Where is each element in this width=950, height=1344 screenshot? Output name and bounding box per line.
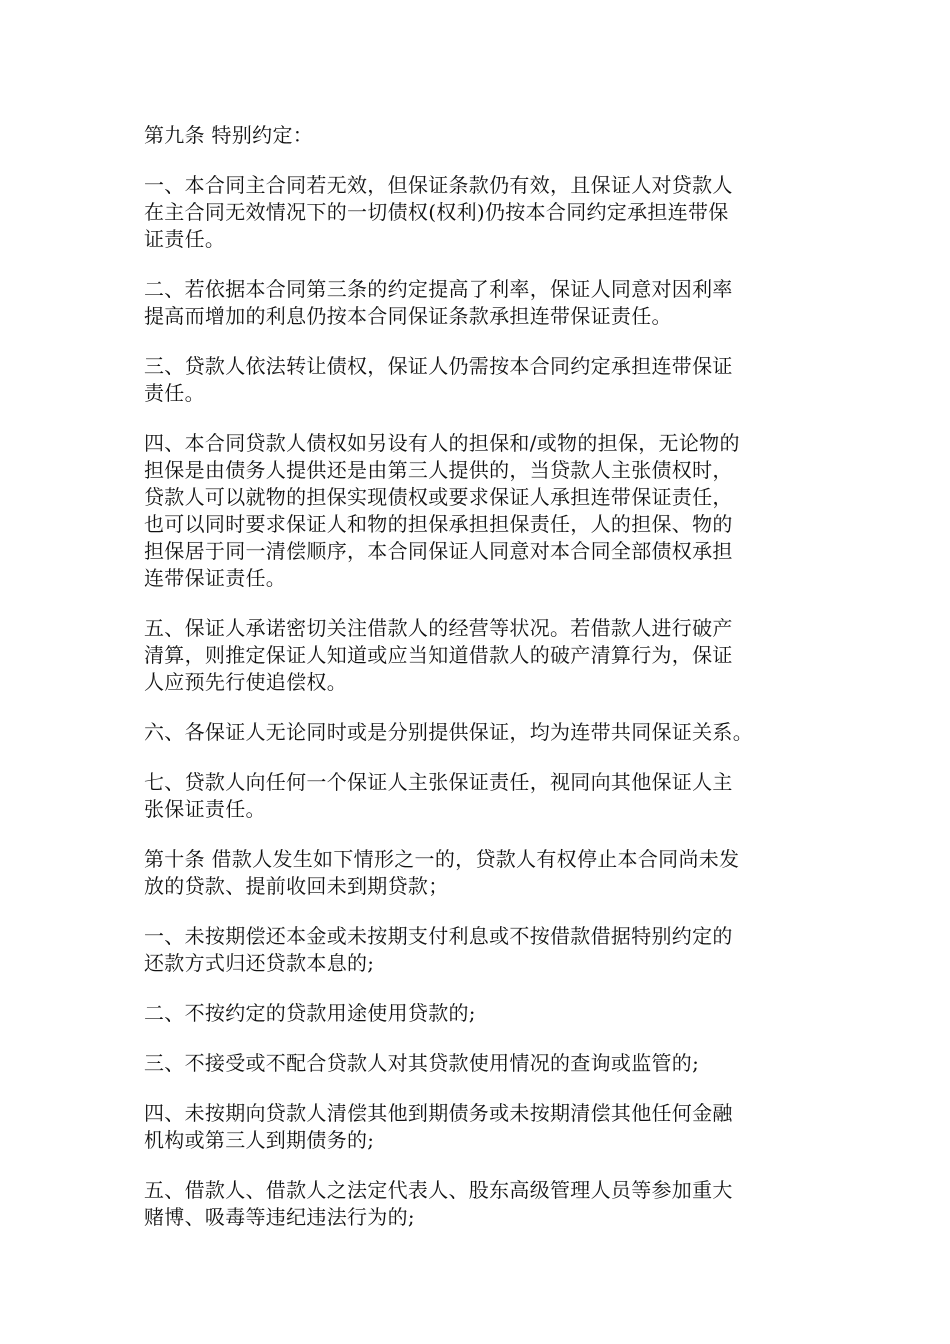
document-page bbox=[144, 122, 808, 1254]
article-10-clause-2: 二、不按约定的贷款用途使用贷款的; bbox=[144, 1001, 476, 1025]
article-9-clause-4: 四、本合同贷款人债权如另设有人的担保和/或物的担保，无论物的 担保是由债务人提供还是由第三人提供的，当贷款人主张债权时， 贷款人可以就物的担保实现债权或要求保证人承担连带保证责任， 也可以同时要求保证人和物的担保承担担保责任，人的担保、物的 担保居于同一清偿顺序，本合同保证人同意对本合同全部债权承担 连带保证责任。 bbox=[144, 431, 740, 590]
article-10-clause-4: 四、未按期向贷款人清偿其他到期债务或未按期清偿其他任何金融 机构或第三人到期债务的; bbox=[144, 1101, 733, 1152]
article-9-clause-2: 二、若依据本合同第三条的约定提高了利率，保证人同意对因利率 提高而增加的利息仍按本合同保证条款承担连带保证责任。 bbox=[144, 277, 733, 328]
article-9-clause-3: 三、贷款人依法转让债权，保证人仍需按本合同约定承担连带保证 责任。 bbox=[144, 354, 733, 405]
article-10-clause-5: 五、借款人、借款人之法定代表人、股东高级管理人员等参加重大 赌博、吸毒等违纪违法行为的; bbox=[144, 1178, 733, 1229]
article-10-clause-3: 三、不接受或不配合贷款人对其贷款使用情况的查询或监管的; bbox=[144, 1051, 700, 1075]
article-9-heading: 第九条 特别约定： bbox=[144, 123, 314, 147]
article-9-clause-1: 一、本合同主合同若无效，但保证条款仍有效，且保证人对贷款人 在主合同无效情况下的一切债权(权利)仍按本合同约定承担连带保 证责任。 bbox=[144, 173, 733, 251]
article-10-heading: 第十条 借款人发生如下情形之一的，贷款人有权停止本合同尚未发 放的贷款、提前收回未到期贷款； bbox=[144, 847, 740, 898]
article-9-clause-6: 六、各保证人无论同时或是分别提供保证，均为连带共同保证关系。 bbox=[144, 720, 753, 744]
article-9-clause-7: 七、贷款人向任何一个保证人主张保证责任，视同向其他保证人主 张保证责任。 bbox=[144, 770, 733, 821]
article-10-clause-1: 一、未按期偿还本金或未按期支付利息或不按借款借据特别约定的 还款方式归还贷款本息的; bbox=[144, 924, 733, 975]
article-9-clause-5: 五、保证人承诺密切关注借款人的经营等状况。若借款人进行破产 清算，则推定保证人知道或应当知道借款人的破产清算行为，保证 人应预先行使追偿权。 bbox=[144, 616, 733, 694]
